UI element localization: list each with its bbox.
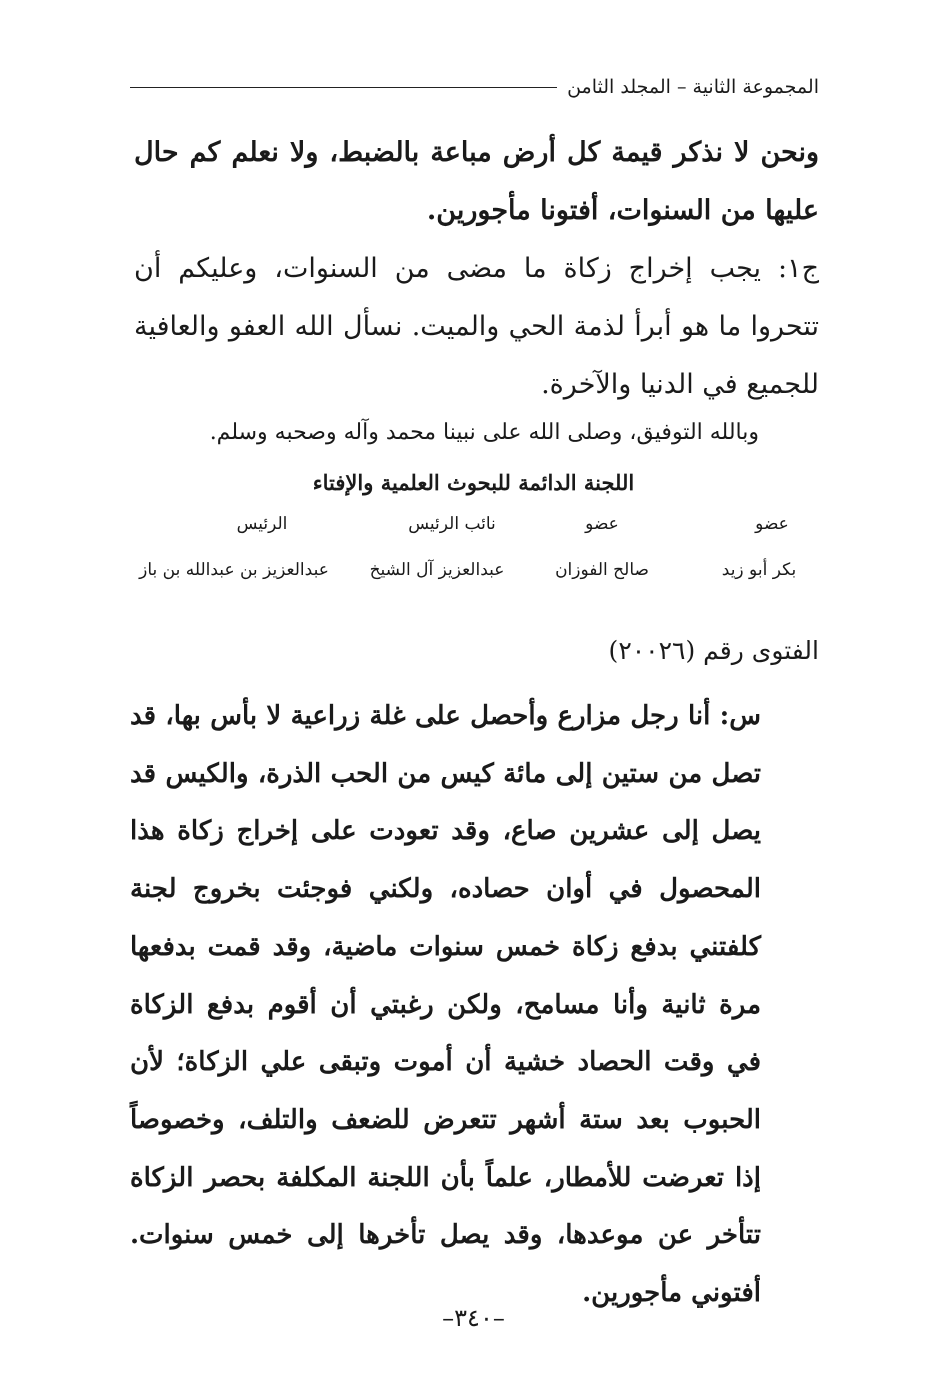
signatory-name: بكر أبو زيد [721, 560, 797, 580]
question-1-continuation: ونحن لا نذكر قيمة كل أرض مباعة بالضبط، ولا نعلم كم حال عليها من السنوات، أفتونا مأجورين. [134, 137, 819, 226]
signatory-name: عبدالعزيز آل الشيخ [369, 560, 505, 580]
answer-1: ج١: يجب إخراج زكاة ما مضى من السنوات، وعليكم أن تتحروا ما هو أبرأ لذمة الحي والميت. نسأل الله العفو والعافية للجميع في الدنيا والآخرة. [134, 253, 819, 400]
header-rule [130, 87, 557, 88]
closing-formula: وبالله التوفيق، وصلى الله على نبينا محمد وآله وصحبه وسلم. [209, 420, 759, 445]
signatory-role: عضو [755, 514, 789, 534]
page-number: –٣٤٠– [442, 1304, 505, 1332]
committee-name: اللجنة الدائمة للبحوث العلمية والإفتاء [312, 470, 635, 495]
signatory-name: صالح الفوزان [555, 560, 649, 580]
fatwa-number: الفتوى رقم (٢٠٠٢٦) [608, 636, 819, 665]
signatory-role: عضو [585, 514, 619, 534]
question-2: س: أنا رجل مزارع وأحصل على غلة زراعية لا بأس بها، قد تصل من ستين إلى مائة كيس من الحب الذرة، والكيس قد يصل إلى عشرين صاع، وقد تعودت على إخراج زكاة هذا المحصول في أوان حصاده، ولكني فوجئت بخروج لجنة كلفتني بدفع زكاة خمس سنوات ماضية، وقد قمت بدفعها مرة ثانية وأنا مسامح، ولكن رغبتي أن أقوم بدفع الزكاة في وقت الحصاد خشية أن أموت وتبقى علي الزكاة؛ لأن الحبوب بعد ستة أشهر تتعرض للضعف والتلف، وخصوصاً إذا تعرضت للأمطار، علماً بأن اللجنة المكلفة بحصر الزكاة تتأخر عن موعدها، وقد يصل تأخرها إلى خمس سنوات. أفتوني مأجورين. [130, 701, 761, 1309]
signatory-name: عبدالعزيز بن عبدالله بن باز [139, 560, 329, 580]
running-header [130, 70, 819, 104]
signatory-role: الرئيس [236, 514, 288, 534]
header-title: المجموعة الثانية – المجلد الثامن [567, 76, 819, 98]
signatory-role: نائب الرئيس [408, 514, 496, 534]
